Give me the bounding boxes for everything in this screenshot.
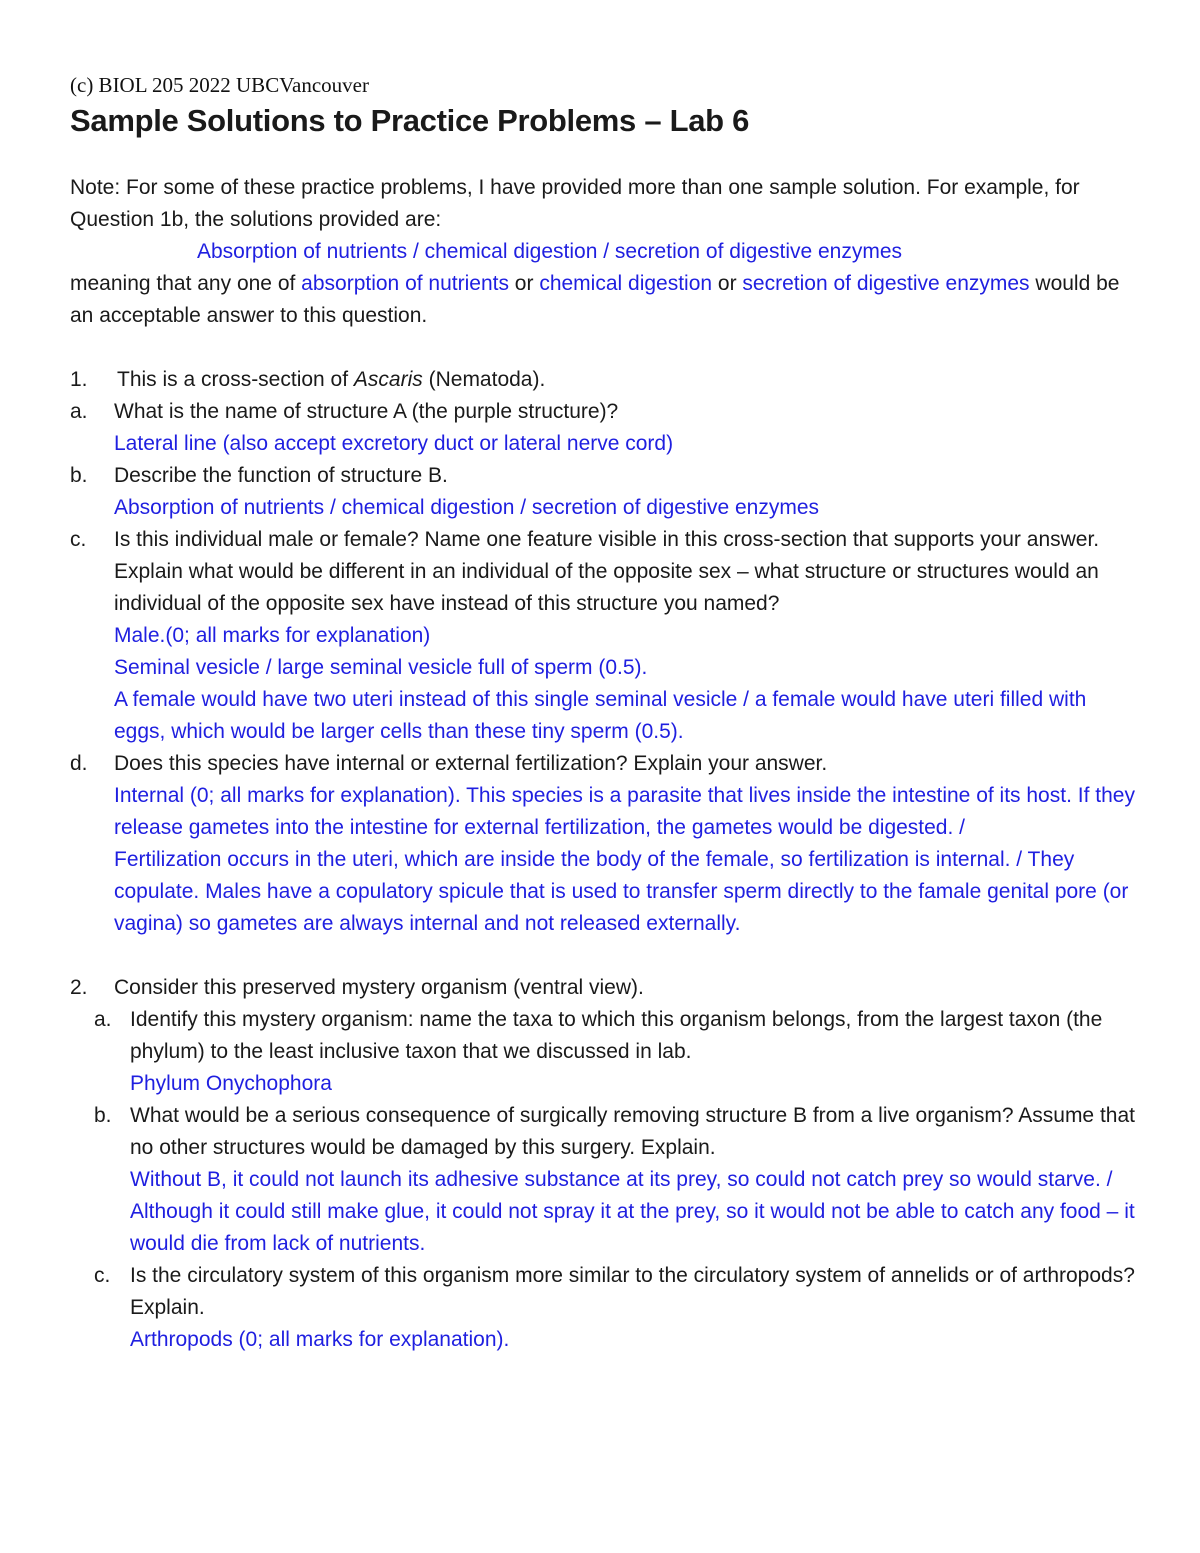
sub-label: d. [70, 752, 88, 775]
sub-label: a. [70, 400, 88, 423]
question-1d [70, 748, 1140, 940]
copyright-line: (c) BIOL 205 2022 UBCVancouver [70, 73, 369, 97]
question-text: What is the name of structure A (the purple structure)? [114, 400, 619, 423]
sub-label: a. [94, 1008, 112, 1031]
question-text: Is this individual male or female? Name one feature visible in this cross-section that supports your answer. Explain what would be different in an individual of the opposite sex – what structure or structures would an individual of the opposite sex have instead of this structure you named? [114, 528, 1100, 615]
question-number: 2. [70, 976, 88, 999]
intro-text: (Nematoda). [422, 368, 546, 391]
document-page [70, 72, 1140, 1356]
note-option: chemical digestion [539, 272, 713, 295]
sub-body [130, 1004, 1140, 1100]
question-2-intro [70, 972, 1140, 1004]
question-text: Identify this mystery organism: name the taxa to which this organism belongs, from the largest taxon (the phylum) to the least inclusive taxon that we discussed in lab. [130, 1008, 1103, 1063]
note-option: absorption of nutrients [301, 272, 509, 295]
answer-text: Absorption of nutrients / chemical digestion / secretion of digestive enzymes [114, 496, 820, 519]
note-paragraph [70, 172, 1140, 332]
answer-text: Arthropods (0; all marks for explanation). [130, 1328, 510, 1351]
note-option: secretion of digestive enzymes [742, 272, 1030, 295]
answer-text: A female would have two uteri instead of this single seminal vesicle / a female would have uteri filled with eggs, which would be larger cells than these tiny sperm (0.5). [114, 688, 1087, 743]
sub-body [114, 460, 1140, 524]
question-2a [70, 1004, 1140, 1100]
note-text: or [508, 272, 540, 295]
question-text: Does this species have internal or external fertilization? Explain your answer. [114, 752, 828, 775]
page-title: Sample Solutions to Practice Problems – Lab 6 [70, 103, 750, 138]
question-text: Describe the function of structure B. [114, 464, 448, 487]
answer-text: Male.(0; all marks for explanation) [114, 624, 431, 647]
note-meaning [70, 268, 1140, 332]
note-text: meaning that any one of [70, 272, 302, 295]
answer-text: Lateral line (also accept excretory duct or lateral nerve cord) [114, 432, 674, 455]
sub-label: c. [70, 528, 87, 551]
answer-text: Without B, it could not launch its adhesive substance at its prey, so could not catch prey so would starve. / Although it could still make glue, it could not spray it at the prey, so it would not be able to catch any food – it would die from lack of nutrients. [130, 1168, 1135, 1255]
question-text: What would be a serious consequence of surgically removing structure B from a live organism? Assume that no other structures would be damaged by this surgery. Explain. [130, 1104, 1135, 1159]
sub-label: c. [94, 1264, 111, 1287]
note-text: would be an acceptable answer to this question. [70, 272, 1120, 327]
intro-text: This is a cross-section of [117, 368, 354, 391]
sub-body [114, 524, 1140, 748]
answer-text: Internal (0; all marks for explanation). This species is a parasite that lives inside the intestine of its host. If they release gametes into the intestine for external fertilization, the gametes would be digested. / [114, 784, 1135, 839]
question-2 [70, 972, 1140, 1356]
sub-body [130, 1260, 1140, 1356]
question-number: 1. [70, 368, 88, 391]
question-1-intro [70, 364, 1140, 396]
question-1 [70, 364, 1140, 940]
question-text: Consider this preserved mystery organism (ventral view). [114, 976, 644, 999]
question-1a [70, 396, 1140, 460]
question-text [117, 364, 1140, 396]
question-text: Is the circulatory system of this organism more similar to the circulatory system of annelids or of arthropods? Explain. [130, 1264, 1135, 1319]
species-name: Ascaris [353, 368, 423, 391]
answer-text: Phylum Onychophora [130, 1072, 332, 1095]
sub-label: b. [70, 464, 88, 487]
note-text: or [712, 272, 743, 295]
question-1b [70, 460, 1140, 524]
question-2c [70, 1260, 1140, 1356]
note-line: Note: For some of these practice problems, I have provided more than one sample solution. For example, for Question 1b, the solutions provided are: [70, 176, 1080, 231]
note-example: Absorption of nutrients / chemical digestion / secretion of digestive enzymes [197, 240, 903, 263]
sub-body [114, 748, 1140, 940]
question-2b [70, 1100, 1140, 1260]
sub-label: b. [94, 1104, 112, 1127]
answer-text: Fertilization occurs in the uteri, which are inside the body of the female, so fertilization is internal. / They copulate. Males have a copulatory spicule that is used to transfer sperm directly to the famale genital pore (or vagina) so gametes are always internal and not released externally. [114, 848, 1129, 935]
sub-body [114, 396, 1140, 460]
question-1c [70, 524, 1140, 748]
sub-body [130, 1100, 1140, 1260]
answer-text: Seminal vesicle / large seminal vesicle full of sperm (0.5). [114, 656, 648, 679]
